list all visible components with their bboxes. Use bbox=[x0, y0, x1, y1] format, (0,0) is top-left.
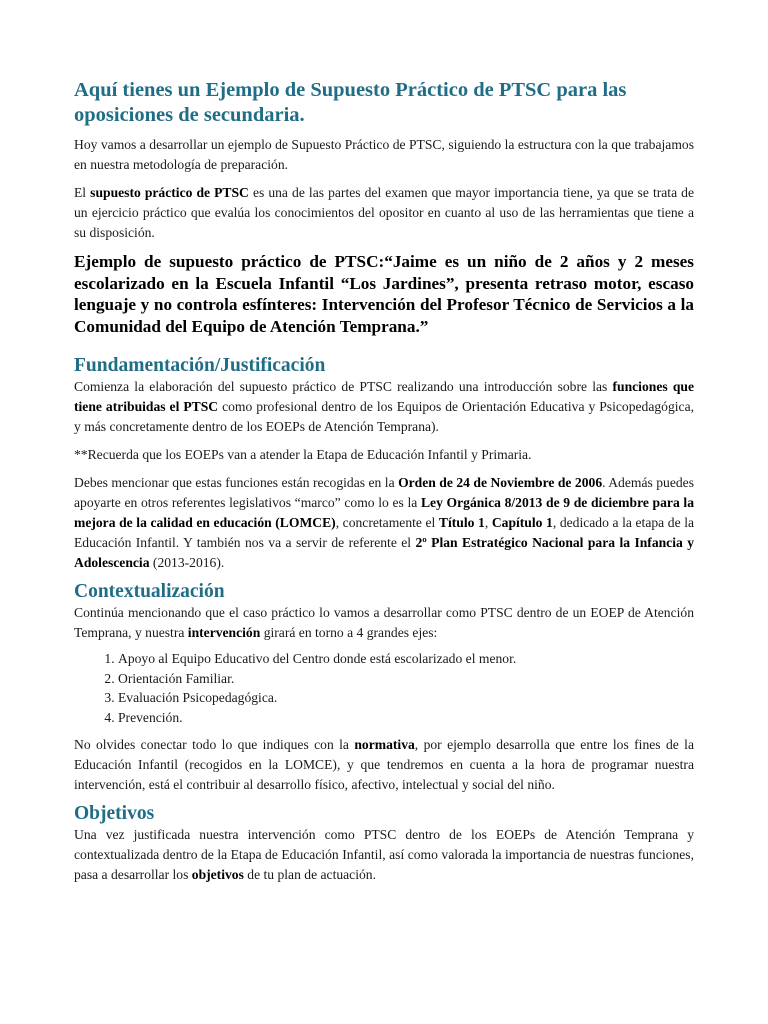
list-item: 1. Apoyo al Equipo Educativo del Centro donde está escolarizado el menor. bbox=[118, 649, 694, 669]
heading-contextualizacion: Contextualización bbox=[74, 581, 225, 602]
text-run: , bbox=[484, 515, 492, 530]
text-run: (2013-2016). bbox=[149, 555, 225, 570]
contextualizacion-paragraph-2 bbox=[74, 735, 694, 795]
objetivos-paragraph bbox=[74, 825, 694, 885]
fundamentacion-note: **Recuerda que los EOEPs van a atender la Etapa de Educación Infantil y Primaria. bbox=[74, 447, 532, 462]
intervention-axes-list bbox=[74, 649, 694, 727]
text-run: es una de las partes del examen que mayor importancia tiene, ya que se trata de un ejercicio práctico que evalúa los conocimientos del opositor en cuanto al uso de las herramientas que tiene a su disposición. bbox=[74, 185, 694, 240]
text-run: . Además puedes apoyarte en otros referentes legislativos “marco” como lo es la bbox=[74, 475, 694, 510]
contextualizacion-paragraph-1 bbox=[74, 603, 694, 643]
bold-term: Título 1 bbox=[438, 515, 485, 530]
text-run: No olvides conectar todo lo que indiques con la bbox=[74, 737, 355, 752]
heading-fundamentacion: Fundamentación/Justificación bbox=[74, 355, 326, 376]
text-run: Debes mencionar que estas funciones están recogidas en la bbox=[74, 475, 399, 490]
text-run: , concretamente el bbox=[335, 515, 439, 530]
bold-term: Capítulo 1 bbox=[491, 515, 553, 530]
bold-term: Ley Orgánica 8/2013 de 9 de diciembre para la mejora de la calidad en educación (LOMCE) bbox=[74, 495, 694, 530]
text-run: Continúa mencionando que el caso práctico lo vamos a desarrollar como PTSC dentro de un EOEP de Atención Temprana, y nuestra bbox=[74, 605, 694, 640]
text-run: , por ejemplo desarrolla que entre los fines de la Educación Infantil (recogidos en la LOMCE), y que tendremos en cuenta a la hora de programar nuestra intervención, está el contribuir al desarrollo físico, afectivo, intelectual y social del niño. bbox=[74, 737, 694, 792]
text-run: Una vez justificada nuestra intervención como PTSC dentro de los EOEPs de Atención Temprana y contextualizada dentro de la Etapa de Educación Infantil, así como valorada la importancia de nuestras funciones, pasa a desarrollar los bbox=[74, 827, 694, 882]
bold-term: intervención bbox=[187, 625, 261, 640]
text-run: , dedicado a la etapa de la Educación Infantil. Y también nos va a servir de referente el bbox=[74, 515, 695, 550]
list-item: 4. Prevención. bbox=[118, 708, 694, 728]
intro-paragraph: Hoy vamos a desarrollar un ejemplo de Supuesto Práctico de PTSC, siguiendo la estructura con la que trabajamos en nuestra metodología de preparación. bbox=[74, 137, 694, 172]
bold-term: normativa bbox=[354, 737, 415, 752]
document-title: Aquí tienes un Ejemplo de Supuesto Práctico de PTSC para las oposiciones de secundaria. bbox=[74, 79, 627, 126]
text-run: como profesional dentro de los Equipos de Orientación Educativa y Psicopedagógica, y más concretamente dentro de los EOEPs de Atención Temprana). bbox=[74, 399, 695, 434]
text-run: de tu plan de actuación. bbox=[243, 867, 376, 882]
bold-term: 2º Plan Estratégico Nacional para la Infancia y Adolescencia bbox=[74, 535, 694, 570]
text-run: Comienza la elaboración del supuesto práctico de PTSC realizando una introducción sobre las bbox=[74, 379, 613, 394]
document-page bbox=[74, 78, 694, 885]
bold-term: objetivos bbox=[191, 867, 244, 882]
text-run: girará en torno a 4 grandes ejes: bbox=[260, 625, 438, 640]
list-item: 2. Orientación Familiar. bbox=[118, 669, 694, 689]
example-statement: Ejemplo de supuesto práctico de PTSC:“Jaime es un niño de 2 años y 2 meses escolarizado en la Escuela Infantil “Los Jardines”, presenta retraso motor, escaso lenguaje y no controla esfínteres: Intervención del Profesor Técnico de Servicios a la Comunidad del Equipo de Atención Temprana.” bbox=[74, 252, 694, 336]
text-run: El bbox=[74, 185, 91, 200]
fundamentacion-paragraph-1 bbox=[74, 377, 694, 437]
heading-objetivos: Objetivos bbox=[74, 803, 155, 824]
definition-paragraph bbox=[74, 183, 694, 243]
bold-term: Orden de 24 de Noviembre de 2006 bbox=[398, 475, 603, 490]
bold-term: supuesto práctico de PTSC bbox=[90, 185, 249, 200]
list-item: 3. Evaluación Psicopedagógica. bbox=[118, 688, 694, 708]
bold-term: funciones que tiene atribuidas el PTSC bbox=[74, 379, 694, 414]
fundamentacion-paragraph-2 bbox=[74, 473, 694, 573]
